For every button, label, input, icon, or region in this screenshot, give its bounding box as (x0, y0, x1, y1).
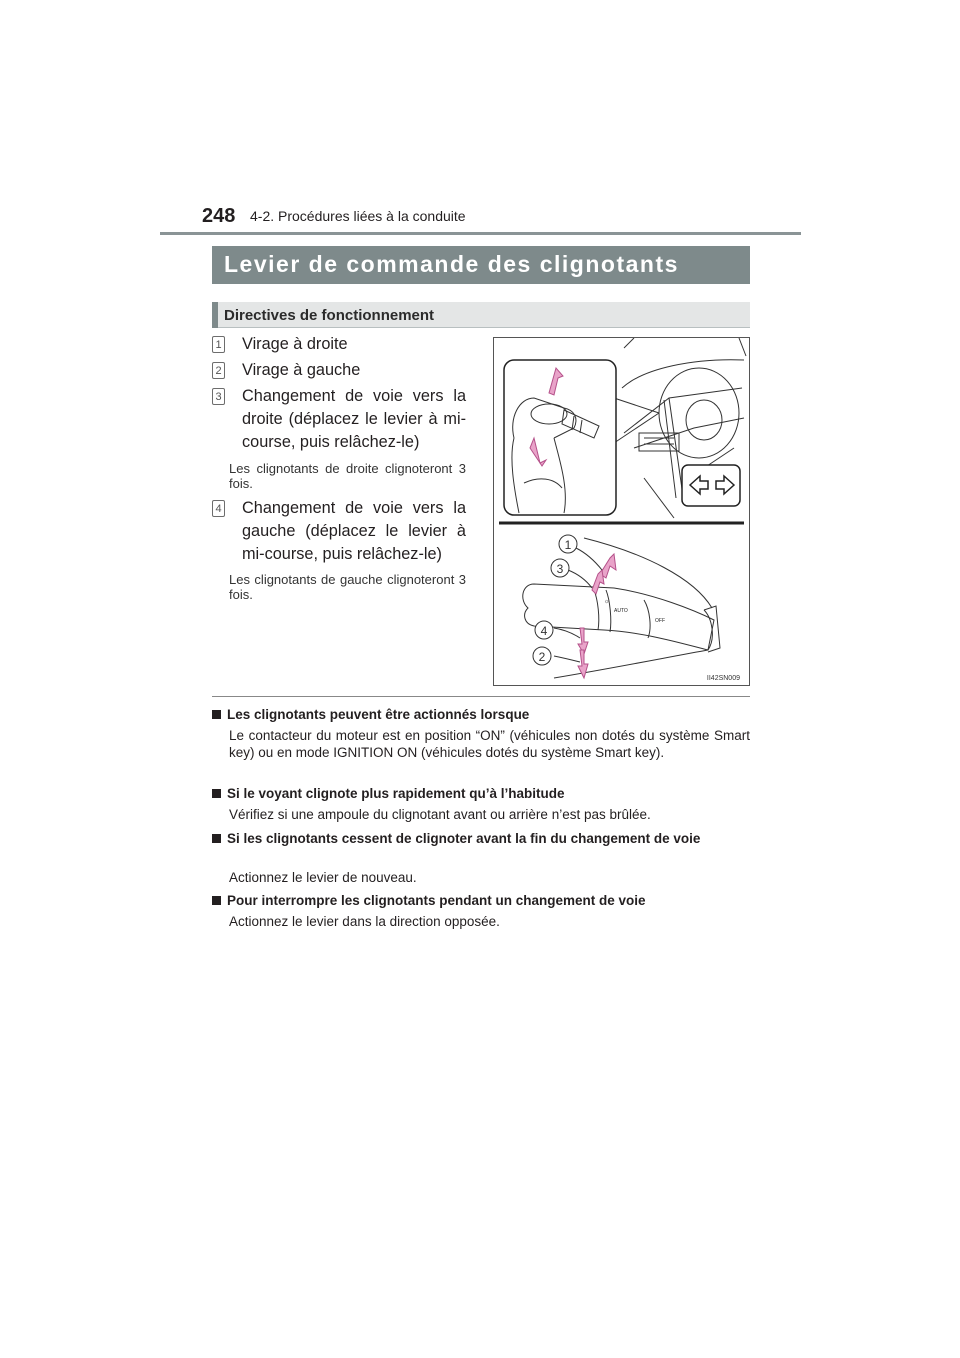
callout-2: 2 (538, 650, 546, 664)
item-text-2: Virage à gauche (242, 361, 361, 379)
item-note-4: Les clignotants de gauche clignoteront 3 fois. (229, 572, 466, 602)
bullet-square-icon (212, 789, 221, 798)
note-body-3: Actionnez le levier de nouveau. (229, 870, 417, 885)
note-body-4: Actionnez le levier dans la direction opposée. (229, 914, 500, 929)
lever-off-label: OFF (655, 618, 665, 624)
turn-signal-illustration (493, 337, 750, 686)
item-text-1: Virage à droite (242, 335, 348, 353)
callout-4: 4 (540, 624, 548, 638)
item-text-3: Changement de voie vers la droite (déplacez le levier à mi-course, puis relâchez-le) (242, 387, 466, 451)
illustration-code: II42SN009 (706, 675, 740, 682)
bullet-square-icon (212, 896, 221, 905)
item-badge-1: 1 (212, 336, 225, 353)
item-note-3: Les clignotants de droite clignoteront 3 fois. (229, 461, 466, 491)
item-badge-3: 3 (212, 388, 225, 405)
callout-3: 3 (556, 562, 564, 576)
note-body-1: Le contacteur du moteur est en position “ON” (véhicules non dotés du système Smart key) ou en mode IGNITION ON (véhicules dotés du système Smart key). (229, 728, 750, 760)
section-title: Levier de commande des clignotants (224, 251, 679, 277)
note-heading-3: Si les clignotants cessent de clignoter avant la fin du changement de voie (212, 830, 750, 847)
item-badge-4: 4 (212, 500, 225, 517)
bullet-square-icon (212, 834, 221, 843)
svg-text:☼: ☼ (604, 599, 610, 605)
callout-1: 1 (564, 538, 572, 552)
bullet-square-icon (212, 710, 221, 719)
note-heading-4: Pour interrompre les clignotants pendant un changement de voie (212, 892, 750, 909)
note-heading-1: Les clignotants peuvent être actionnés lorsque (212, 706, 750, 723)
item-text-4: Changement de voie vers la gauche (déplacez le levier à mi-course, puis relâchez-le) (242, 499, 466, 563)
zoom-inset (504, 360, 616, 515)
subsection-title: Directives de fonctionnement (224, 307, 435, 324)
page-number: 248 (202, 205, 236, 227)
breadcrumb: 4-2. Procédures liées à la conduite (250, 208, 466, 224)
note-heading-2: Si le voyant clignote plus rapidement qu’à l’habitude (212, 785, 750, 802)
lever-auto-label: AUTO (614, 608, 628, 614)
subsection-accent (212, 302, 218, 328)
header-divider (160, 232, 801, 235)
item-badge-2: 2 (212, 362, 225, 379)
notes-divider (212, 696, 750, 697)
note-body-2: Vérifiez si une ampoule du clignotant avant ou arrière n’est pas brûlée. (229, 807, 651, 822)
